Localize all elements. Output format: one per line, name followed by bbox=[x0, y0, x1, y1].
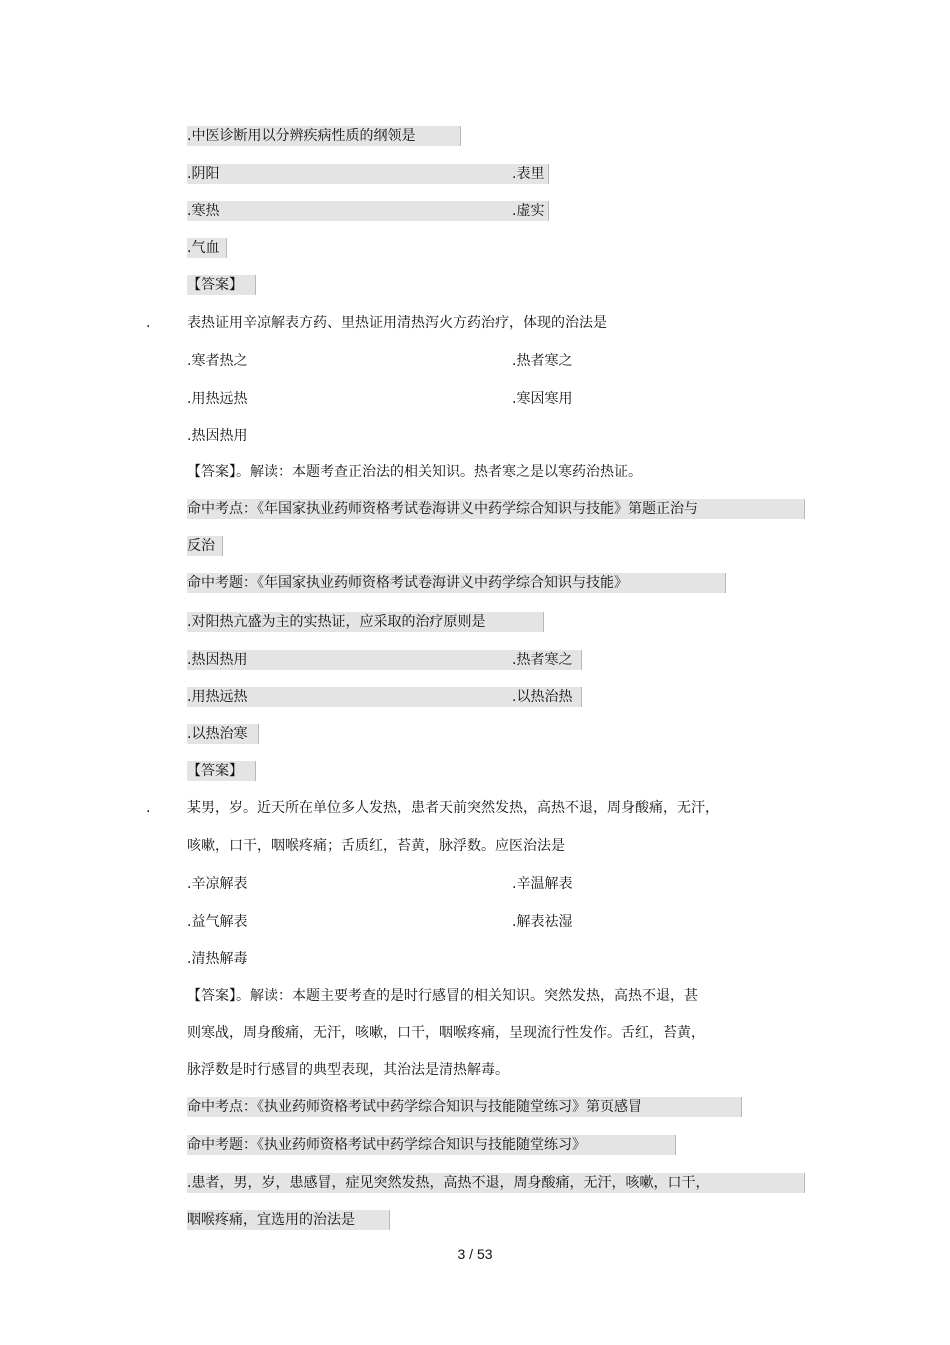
hit-point: 命中考点：《年国家执业药师资格考试卷海讲义中药学综合知识与技能》第题正治与 bbox=[187, 499, 805, 519]
option-a: .辛凉解表 bbox=[187, 876, 248, 892]
hit-question: 命中考题：《年国家执业药师资格考试卷海讲义中药学综合知识与技能》 bbox=[187, 573, 726, 593]
question-stem: 表热证用辛凉解表方药、里热证用清热泻火方药治疗，体现的治法是 bbox=[187, 315, 607, 331]
question-stem-cont: 咽喉疼痛，宜选用的治法是 bbox=[187, 1210, 390, 1230]
option-e: .热因热用 bbox=[187, 428, 248, 444]
option-a: .阴阳 bbox=[187, 164, 512, 184]
question-stem: .患者，男，岁，患感冒，症见突然发热，高热不退，周身酸痛，无汗，咳嗽，口干， bbox=[187, 1173, 805, 1193]
option-a: .寒者热之 bbox=[187, 353, 248, 369]
answer-label: 【答案】 bbox=[187, 275, 256, 295]
hit-point: 命中考点：《执业药师资格考试中药学综合知识与技能随堂练习》第页感冒 bbox=[187, 1097, 742, 1117]
option-b: .热者寒之 bbox=[512, 353, 573, 369]
question-stem: .对阳热亢盛为主的实热证，应采取的治疗原则是 bbox=[187, 612, 544, 632]
option-c: .用热远热 bbox=[187, 687, 512, 707]
option-d: .解表祛湿 bbox=[512, 914, 573, 930]
question-stem-cont: 咳嗽，口干，咽喉疼痛；舌质红，苔黄，脉浮数。应医治法是 bbox=[187, 838, 565, 854]
question-number: . bbox=[146, 315, 151, 331]
hit-question: 命中考题：《执业药师资格考试中药学综合知识与技能随堂练习》 bbox=[187, 1135, 676, 1155]
option-c: .用热远热 bbox=[187, 391, 248, 407]
option-b: .表里 bbox=[512, 164, 549, 184]
option-c: .益气解表 bbox=[187, 914, 248, 930]
option-b: .热者寒之 bbox=[512, 650, 582, 670]
option-d: .虚实 bbox=[512, 201, 549, 221]
option-d: .以热治热 bbox=[512, 687, 582, 707]
question-stem: .中医诊断用以分辨疾病性质的纲领是 bbox=[187, 126, 461, 146]
hit-point-cont: 反治 bbox=[187, 536, 223, 556]
option-c: .寒热 bbox=[187, 201, 512, 221]
option-e: .清热解毒 bbox=[187, 951, 248, 967]
option-b: .辛温解表 bbox=[512, 876, 573, 892]
option-a: .热因热用 bbox=[187, 650, 512, 670]
option-d: .寒因寒用 bbox=[512, 391, 573, 407]
option-e: .气血 bbox=[187, 238, 227, 258]
answer-explanation: 【答案】。解读：本题考查正治法的相关知识。热者寒之是以寒药治热证。 bbox=[187, 464, 642, 480]
answer-explanation-cont: 则寒战，周身酸痛，无汗，咳嗽，口干，咽喉疼痛，呈现流行性发作。舌红，苔黄， bbox=[187, 1025, 705, 1041]
question-stem: 某男，岁。近天所在单位多人发热，患者天前突然发热，高热不退，周身酸痛，无汗， bbox=[187, 800, 719, 816]
answer-label: 【答案】 bbox=[187, 761, 256, 781]
answer-explanation: 【答案】。解读：本题主要考查的是时行感冒的相关知识。突然发热，高热不退，甚 bbox=[187, 988, 698, 1004]
answer-explanation-cont: 脉浮数是时行感冒的典型表现，其治法是清热解毒。 bbox=[187, 1062, 509, 1078]
page-number: 3 / 53 bbox=[457, 1246, 493, 1262]
option-e: .以热治寒 bbox=[187, 724, 259, 744]
question-number: . bbox=[146, 800, 151, 816]
